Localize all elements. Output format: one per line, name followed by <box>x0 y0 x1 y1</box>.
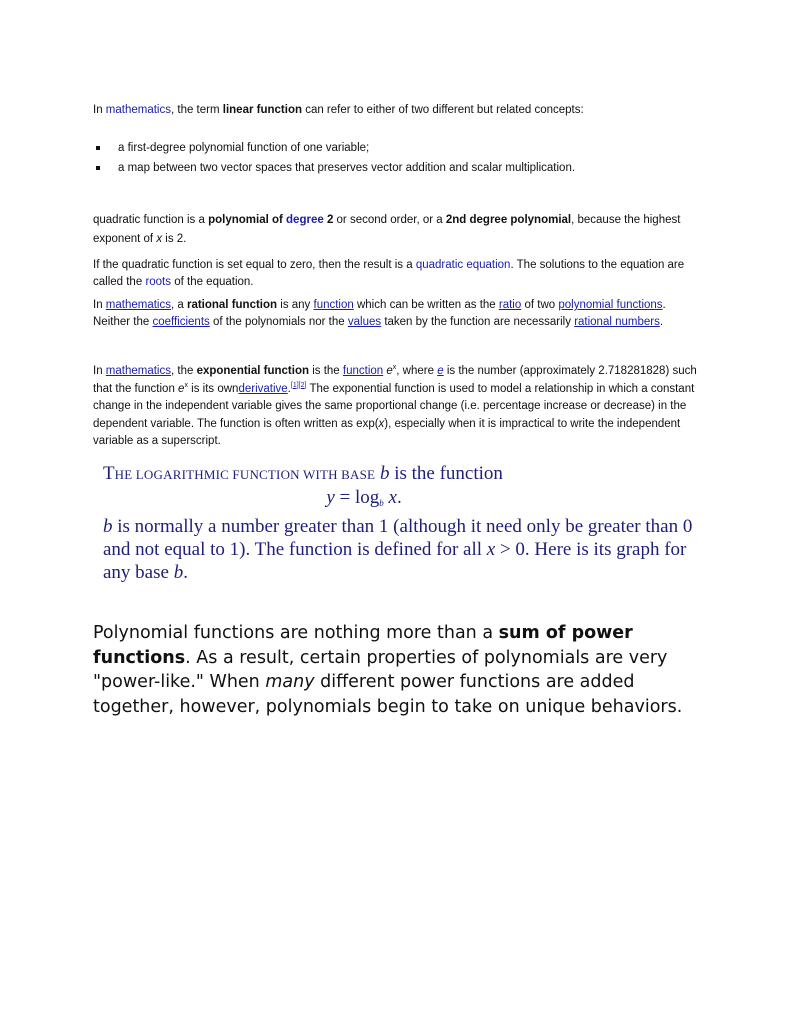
text: , the <box>170 365 197 377</box>
heading-initial: T <box>103 463 115 484</box>
degree-link[interactable]: degree <box>286 214 324 226</box>
text: In <box>93 299 106 311</box>
variable-y: y <box>326 487 335 508</box>
text: > 0. Here is its graph for any base <box>103 539 687 583</box>
mathematics-link[interactable]: mathematics <box>105 299 171 311</box>
text: is the number (approximately 2.718281828) such that the function <box>93 365 697 395</box>
exponential-function-paragraph <box>93 363 705 451</box>
sum-of-power-functions-term: sum of power functions <box>93 623 633 668</box>
text: , the term <box>170 104 223 116</box>
quadratic-equation-paragraph <box>93 257 703 291</box>
text: is any <box>277 299 314 311</box>
exponent-x: x <box>184 381 188 389</box>
text: different power functions are added together, however, polynomials begin to take on unique behaviors. <box>93 672 683 717</box>
text: . <box>287 382 291 395</box>
text: . The solutions to the equation are called the <box>93 259 685 288</box>
list-item: a map between two vector spaces that preserves vector addition and scalar multiplication. <box>93 158 703 178</box>
linear-definitions-list <box>93 138 703 178</box>
formula-text: = log <box>334 487 380 508</box>
formula-text: . <box>396 487 402 508</box>
text: taken by the function are necessarily <box>381 316 575 328</box>
log-formula <box>103 486 703 515</box>
variable-x: x <box>378 417 385 430</box>
citation-link[interactable]: [1][2] <box>290 381 307 389</box>
text: quadratic function is a <box>93 214 209 226</box>
text: can refer to either of two different but related concepts: <box>302 104 584 116</box>
variable-x: x <box>388 487 397 508</box>
bold-text: 2 <box>323 214 334 226</box>
variable-b: b <box>103 516 113 537</box>
text: , because the highest exponent of <box>93 214 681 245</box>
linear-function-term: linear function <box>222 104 302 116</box>
quadratic-function-paragraph <box>93 211 703 249</box>
text: ), especially when it is impractical to write the independent variable as a superscript. <box>93 417 681 447</box>
text: . Neither the <box>93 299 666 328</box>
text: . <box>659 316 664 328</box>
linear-function-paragraph <box>93 102 703 118</box>
mathematics-link[interactable]: mathematics <box>105 365 171 377</box>
text: of the equation. <box>171 276 254 288</box>
text: The exponential function is used to model a relationship in which a constant change in the independent variable gives the same proportional change (i.e. percentage increase or decrease) in the dependent variable. The function is often written as exp( <box>93 382 695 430</box>
exponent-x: x <box>392 364 397 372</box>
function-link[interactable]: function <box>313 299 354 311</box>
heading-smallcaps: HE LOGARITHMIC FUNCTION WITH BASE <box>114 467 376 482</box>
logarithmic-function-block <box>103 462 703 584</box>
bold-text: polynomial of <box>208 214 287 226</box>
variable-b: b <box>173 562 184 583</box>
rational-numbers-link[interactable]: rational numbers <box>574 316 660 328</box>
text: Polynomial functions are nothing more than a <box>93 623 499 643</box>
text: . <box>183 562 188 583</box>
exponential-function-term: exponential function <box>196 365 310 377</box>
variable-x: x <box>156 233 163 245</box>
text: is 2. <box>162 233 187 245</box>
logarithmic-heading <box>103 462 703 486</box>
text: which can be written as the <box>353 299 499 311</box>
variable-b: b <box>379 463 390 484</box>
text: , a <box>170 299 187 311</box>
text: of the polynomials nor the <box>209 316 348 328</box>
values-link[interactable]: values <box>347 316 382 328</box>
rational-function-paragraph <box>93 297 703 331</box>
text: In <box>93 365 106 377</box>
mathematics-link[interactable]: mathematics <box>105 104 171 116</box>
function-link[interactable]: function <box>342 365 384 377</box>
text: is normally a number greater than 1 (although it need only be greater than 0 and not equal to 1). The function is defined for all <box>103 516 693 560</box>
text: is its own <box>187 382 239 395</box>
italic-text: many <box>265 672 315 692</box>
text: is the function <box>389 463 503 484</box>
e-symbol: e <box>386 365 393 377</box>
text: is the <box>309 365 343 377</box>
ratio-link[interactable]: ratio <box>498 299 522 311</box>
text: or second order, or a <box>333 214 446 226</box>
rational-function-term: rational function <box>186 299 278 311</box>
roots-link[interactable]: roots <box>145 276 172 288</box>
list-item: a first-degree polynomial function of one variable; <box>93 138 703 158</box>
polynomial-functions-link[interactable]: polynomial functions <box>558 299 663 311</box>
log-base-subscript: b <box>379 498 384 508</box>
text: . As a result, certain properties of polynomials are very "power-like." When <box>93 647 668 692</box>
polynomial-functions-paragraph <box>93 621 713 719</box>
text: In <box>93 104 106 116</box>
text: If the quadratic function is set equal to zero, then the result is a <box>93 259 416 271</box>
text: , where <box>396 365 438 377</box>
variable-x: x <box>486 539 496 560</box>
quadratic-equation-link[interactable]: quadratic equation <box>415 259 511 271</box>
bold-text: 2nd degree polynomial <box>445 214 572 226</box>
text: of two <box>521 299 559 311</box>
e-symbol: e <box>178 382 185 395</box>
logarithmic-body <box>103 515 703 584</box>
coefficients-link[interactable]: coefficients <box>152 316 210 328</box>
e-link-text: e <box>437 365 444 377</box>
derivative-link[interactable]: derivative <box>238 382 288 395</box>
